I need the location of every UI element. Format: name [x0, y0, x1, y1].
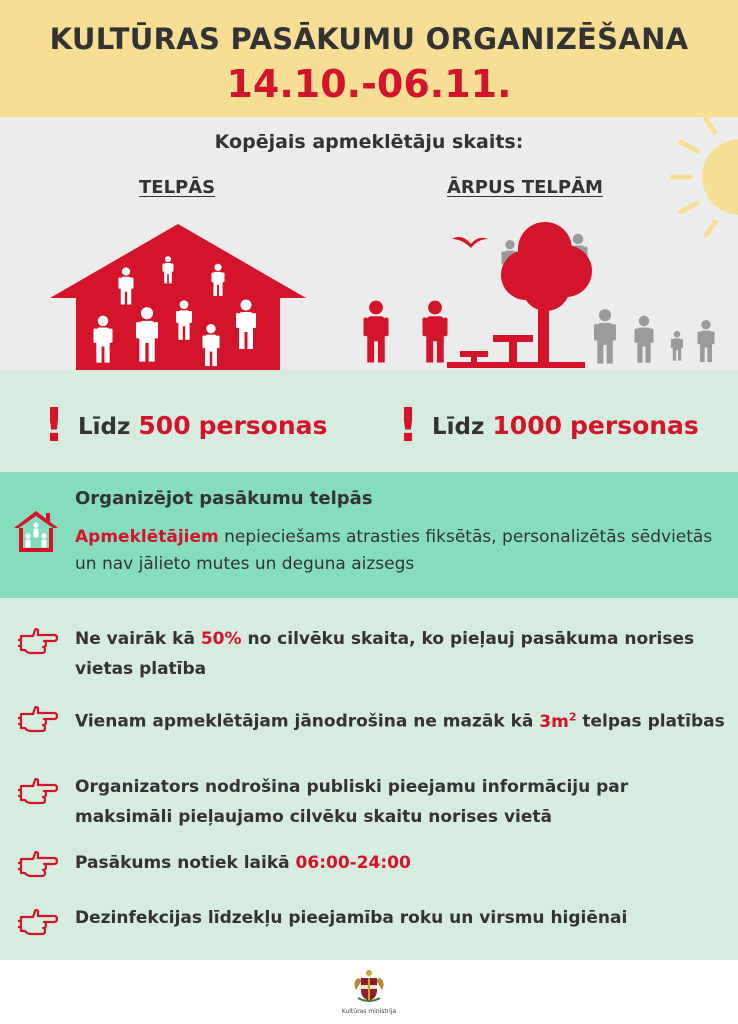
indoor-description [75, 524, 715, 578]
rules-list [0, 598, 738, 960]
visitor-scene [0, 117, 738, 370]
house-people-icon [12, 508, 60, 556]
header-banner [0, 0, 738, 117]
capacity-suffix: personas [570, 410, 699, 440]
scene-illustration [0, 117, 738, 370]
rule-text: Dezinfekcijas līdzekļu pieejamība roku un virsmu higiēnai [75, 908, 628, 928]
indoor-label: TELPĀS [139, 177, 216, 198]
exclamation-icon: ! [43, 398, 65, 452]
pointing-hand-icon [18, 908, 58, 938]
outdoor-capacity [392, 398, 699, 452]
capacity-number: 1000 [492, 410, 562, 440]
footer [0, 960, 738, 1024]
indoor-description-text: nepieciešams atrasties fiksētās, personalizētās sēdvietās un nav jālieto mutes un deguna aizsegs [75, 527, 713, 574]
ministry-name: Kultūras ministrija [341, 1008, 397, 1015]
capacity-prefix: Līdz [432, 413, 485, 440]
visitors-highlight: Apmeklētājiem [75, 527, 219, 547]
total-visitors-label: Kopējais apmeklētāju skaits: [214, 131, 524, 153]
picnic-table-icon [447, 335, 585, 368]
pointing-hand-icon [18, 850, 58, 880]
capacity-band [0, 370, 738, 472]
capacity-number: 500 [138, 410, 191, 440]
pointing-hand-icon [18, 705, 58, 735]
indoor-capacity [38, 398, 328, 452]
rule-text: Pasākums notiek laikā 06:00-24:00 [75, 853, 411, 873]
capacity-prefix: Līdz [78, 413, 131, 440]
outdoor-label: ĀRPUS TELPĀM [447, 177, 603, 198]
rule-text: Ne vairāk kā 50% no cilvēku skaita, ko pieļauj pasākuma norises vietas platība [75, 629, 695, 679]
capacity-suffix: personas [198, 410, 328, 440]
date-range: 14.10.-06.11. [226, 62, 512, 106]
rule-text: Vienam apmeklētājam jānodrošina ne mazāk kā $3m^2$ telpas platības [75, 710, 725, 732]
page-title: KULTŪRAS PASĀKUMU ORGANIZĒŠANA [49, 22, 689, 56]
outdoor-people-red [364, 301, 448, 363]
house-icon [50, 224, 306, 370]
pointing-hand-icon [18, 627, 58, 657]
indoor-heading: Organizējot pasākumu telpās [75, 488, 373, 509]
rule-text: Organizators nodrošina publiski pieejamu informāciju par maksimāli pieļaujamo cilvēku skaitu norises vietā [75, 777, 629, 827]
pointing-hand-icon [18, 777, 58, 807]
bird-icon [452, 237, 488, 248]
exclamation-icon: ! [397, 398, 419, 452]
coat-of-arms-icon [350, 968, 388, 1006]
indoor-section [0, 472, 738, 598]
